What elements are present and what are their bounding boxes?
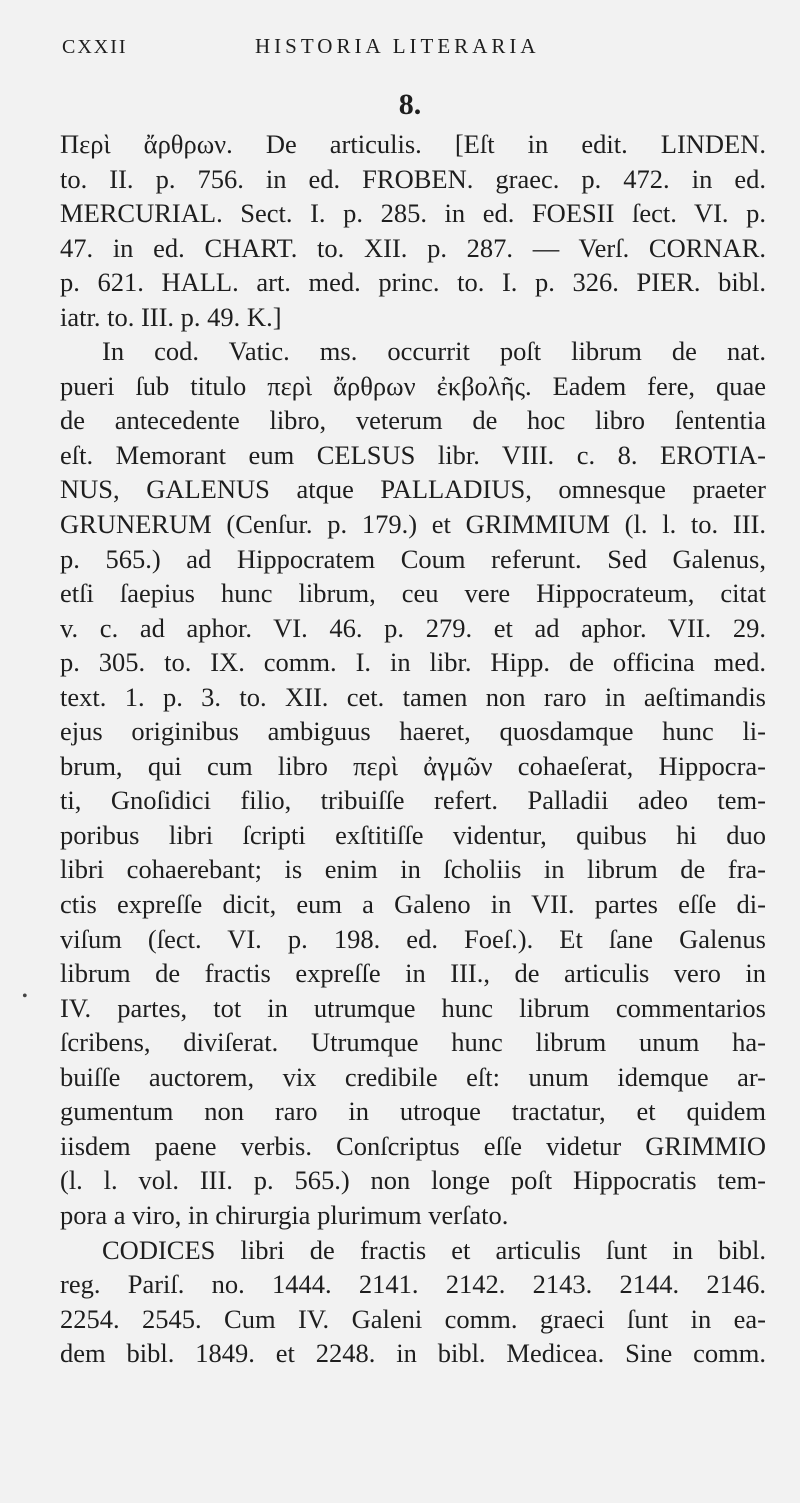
text-line: brum, qui cum libro περὶ ἀγμῶν cohaeſerat, Hippocra- <box>60 750 766 781</box>
text-line: 2254. 2545. Cum IV. Galeni comm. graeci ſunt in ea- <box>60 1303 766 1334</box>
text-line: CODICES libri de fractis et articulis ſunt in bibl. <box>102 1234 766 1265</box>
text-line: 47. in ed. CHART. to. XII. p. 287. — Verſ. CORNAR. <box>60 232 766 263</box>
margin-dot: • <box>22 988 28 1005</box>
text-line: ti, Gnoſidici filio, tribuiſſe refert. Palladii adeo tem- <box>60 785 766 816</box>
text-line: reg. Pariſ. no. 1444. 2141. 2142. 2143. 2144. 2146. <box>60 1269 766 1300</box>
text-line: ejus originibus ambiguus haeret, quosdamque hunc li- <box>60 716 766 747</box>
text-line: viſum (ſect. VI. p. 198. ed. Foeſ.). Et ſane Galenus <box>60 923 766 954</box>
text-line: (l. l. vol. III. p. 565.) non longe poſt Hippocratis tem- <box>60 1165 766 1196</box>
text-line: libri cohaerebant; is enim in ſcholiis in librum de fra- <box>60 854 766 885</box>
text-line: librum de fractis expreſſe in III., de articulis vero in <box>60 958 766 989</box>
text-line: NUS, GALENUS atque PALLADIUS, omnesque praeter <box>60 474 766 505</box>
text-line: text. 1. p. 3. to. XII. cet. tamen non raro in aeſtimandis <box>60 681 766 712</box>
text-line: pora a viro, in chirurgia plurimum verſato. <box>60 1199 509 1230</box>
text-line: to. II. p. 756. in ed. FROBEN. graec. p. 472. in ed. <box>60 163 766 194</box>
running-head <box>0 30 800 66</box>
text-line: de antecedente libro, veterum de hoc libro ſententia <box>60 405 766 436</box>
text-line: In cod. Vatic. ms. occurrit poſt librum de nat. <box>102 336 766 367</box>
text-line: dem bibl. 1849. et 2248. in bibl. Medicea. Sine comm. <box>60 1338 766 1369</box>
text-line: ctis expreſſe dicit, eum a Galeno in VII. partes eſſe di- <box>60 889 766 920</box>
text-line: gumentum non raro in utroque tractatur, et quidem <box>60 1096 766 1127</box>
text-line: buiſſe auctorem, vix credibile eſt: unum idemque ar- <box>60 1061 766 1092</box>
text-line: p. 621. HALL. art. med. princ. to. I. p. 326. PIER. bibl. <box>60 267 766 298</box>
text-line: GRUNERUM (Cenſur. p. 179.) et GRIMMIUM (l. l. to. III. <box>60 509 766 540</box>
text-line: iisdem paene verbis. Conſcriptus eſſe videtur GRIMMIO <box>60 1130 766 1161</box>
text-line: etſi ſaepius hunc librum, ceu vere Hippocrateum, citat <box>60 578 766 609</box>
text-line: poribus libri ſcripti exſtitiſſe videntur, quibus hi duo <box>60 819 766 850</box>
text-line: eſt. Memorant eum CELSUS libr. VIII. c. 8. EROTIA- <box>60 439 766 470</box>
text-line: p. 305. to. IX. comm. I. in libr. Hipp. de officina med. <box>60 647 766 678</box>
text-line: v. c. ad aphor. VI. 46. p. 279. et ad aphor. VII. 29. <box>60 612 766 643</box>
text-line: p. 565.) ad Hippocratem Coum referunt. Sed Galenus, <box>60 543 766 574</box>
body-text <box>60 127 766 1371</box>
text-line: iatr. to. III. p. 49. K.] <box>60 301 282 332</box>
text-line: MERCURIAL. Sect. I. p. 285. in ed. FOESII ſect. VI. p. <box>60 198 766 229</box>
text-line: pueri ſub titulo περὶ ἄρθρων ἐκβολῆς. Eadem fere, quae <box>60 370 766 401</box>
page-folio: CXXII <box>62 36 128 58</box>
text-line: IV. partes, tot in utrumque hunc librum commentarios <box>60 992 766 1023</box>
section-number: 8. <box>398 88 422 121</box>
running-title: HISTORIA LITERARIA <box>255 34 540 58</box>
text-line: Περὶ ἄρθρων. De articulis. [Eſt in edit. LINDEN. <box>60 129 766 159</box>
text-line: ſcribens, diviſerat. Utrumque hunc librum unum ha- <box>60 1027 766 1058</box>
